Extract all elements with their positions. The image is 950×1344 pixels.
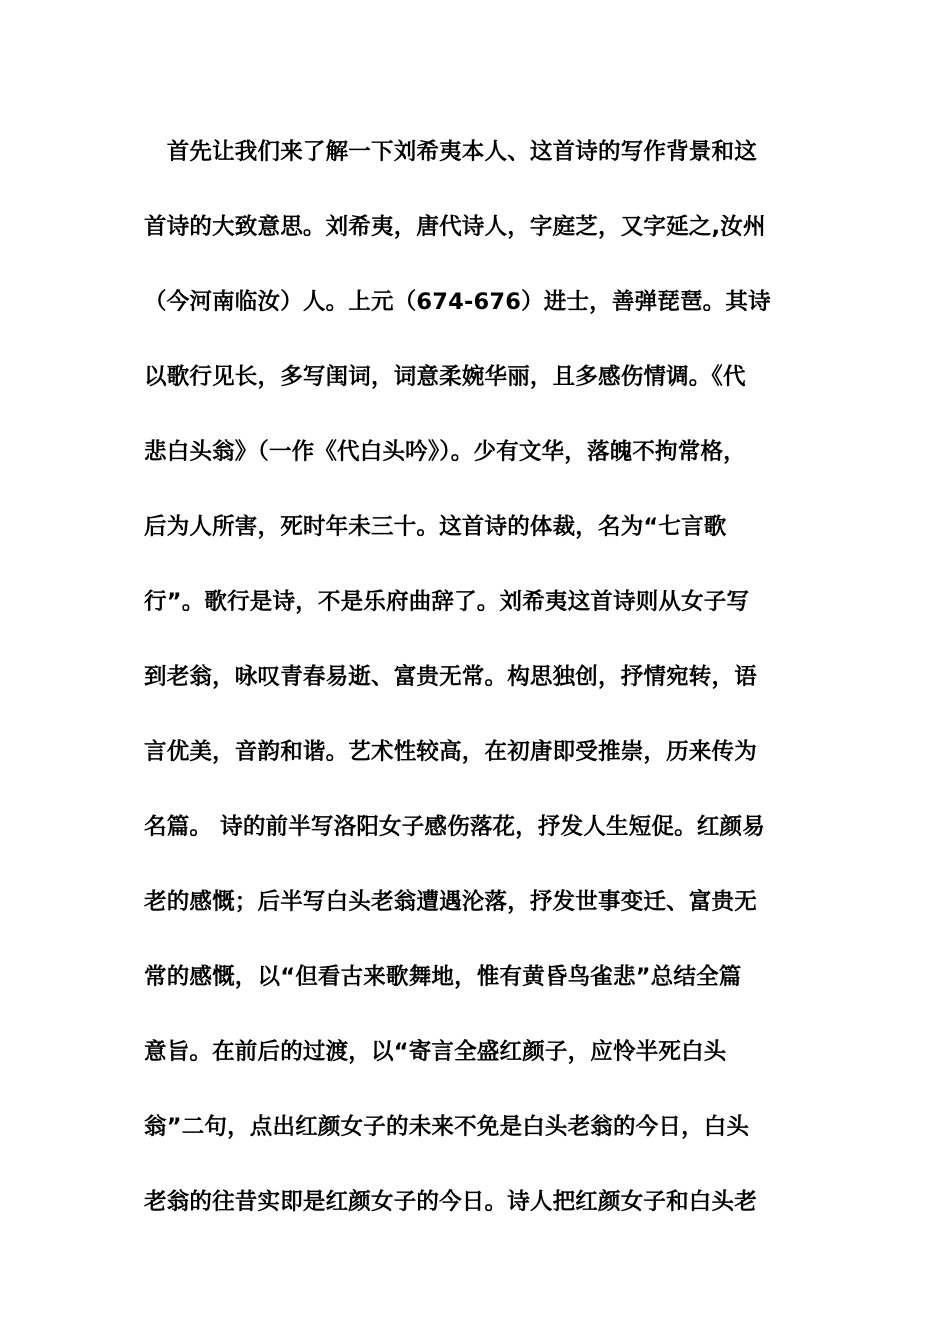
text-line: （今河南临汝）人。上元（674-676）进士，善弹琵琶。其诗 (144, 289, 771, 315)
text-line: 首诗的大致意思。刘希夷，唐代诗人，字庭芝，又字延之,汝州 (144, 214, 766, 240)
text-line: 老翁的往昔实即是红颜女子的今日。诗人把红颜女子和白头老 (144, 1189, 757, 1215)
text-line: 言优美，音韵和谐。艺术性较高，在初唐即受推崇，历来传为 (144, 739, 757, 765)
text-line: 后为人所害，死时年未三十。这首诗的体裁，名为“七言歌 (144, 514, 727, 540)
body-paragraph (144, 130, 814, 1255)
text-line: 以歌行见长，多写闺词，词意柔婉华丽，且多感伤情调。《代 (144, 364, 746, 390)
text-line: 意旨。在前后的过渡，以“寄言全盛红颜子，应怜半死白头 (144, 1039, 727, 1065)
text-line: 常的感慨，以“但看古来歌舞地，惟有黄昏鸟雀悲”总结全篇 (144, 964, 742, 990)
text-line: 老的感慨；后半写白头老翁遭遇沦落，抒发世事变迁、富贵无 (144, 889, 757, 915)
text-line: 到老翁，咏叹青春易逝、富贵无常。构思独创，抒情宛转，语 (144, 664, 757, 690)
text-line: 行”。歌行是诗，不是乐府曲辞了。刘希夷这首诗则从女子写 (144, 589, 750, 615)
text-line: 悲白头翁》（一作《代白头吟》）。少有文华，落魄不拘常格， (144, 439, 746, 465)
text-line: 翁”二句，点出红颜女子的未来不免是白头老翁的今日，白头 (144, 1114, 750, 1140)
text-line: 首先让我们来了解一下刘希夷本人、这首诗的写作背景和这 (144, 139, 757, 165)
text-line: 名篇。 诗的前半写洛阳女子感伤落花，抒发人生短促。红颜易 (144, 814, 765, 840)
